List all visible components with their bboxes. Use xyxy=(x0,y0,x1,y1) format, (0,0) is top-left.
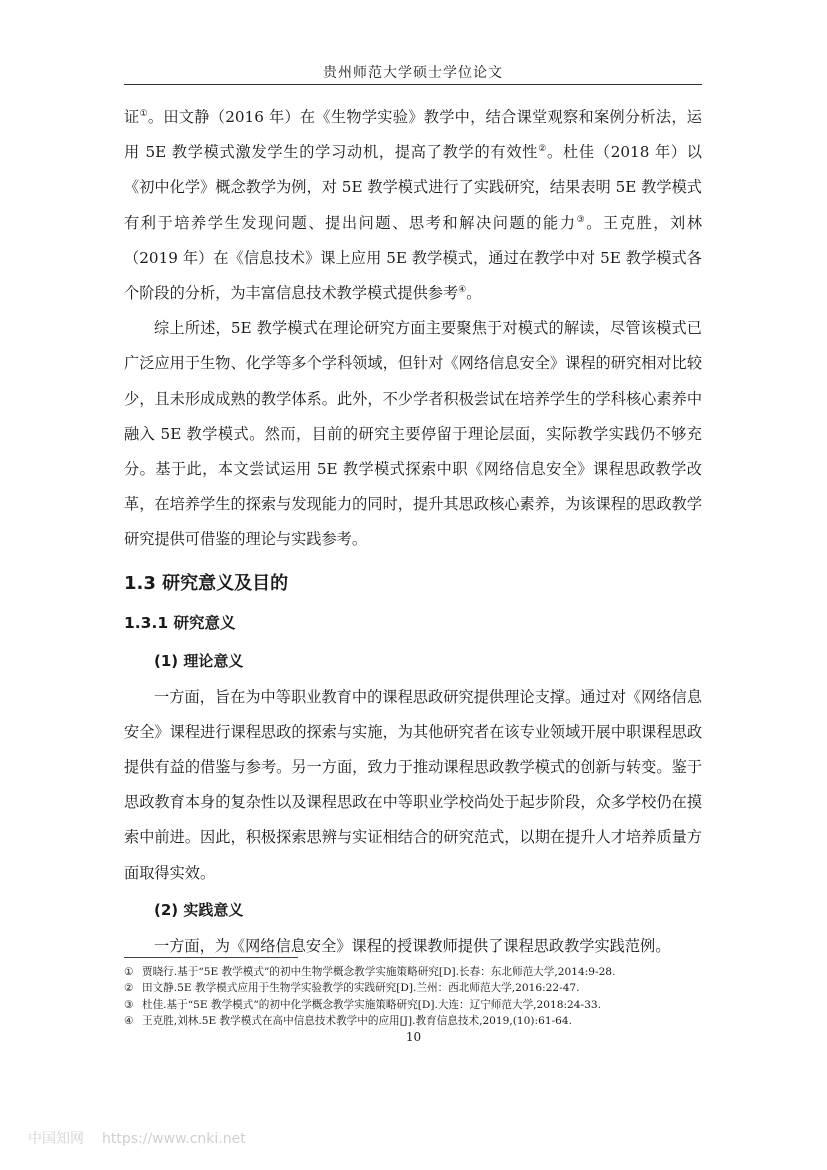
heading-practical-significance: (2) 实践意义 xyxy=(154,900,244,919)
subsection-heading-1-3-1: 1.3.1 研究意义 xyxy=(124,613,236,632)
paragraph-theoretical: 一方面，旨在为中等职业教育中的课程思政研究提供理论支撑。通过对《网络信息安全》课程进行课程思政的探索与实施，为其他研究者在该专业领域开展中职课程思政提供有益的借鉴与参考。另一方面，致力于推动课程思政教学模式的创新与转变。鉴于思政教育本身的复杂性以及课程思政在中等职业学校尚处于起步阶段，众多学校仍在摸索中前进。因此，积极探索思辨与实证相结合的研究范式，以期在提升人才培养质量方面取得实效。 xyxy=(124,687,702,882)
footnote-item xyxy=(124,997,724,1013)
text-run: 。王克胜，刘林（2019 年）在《信息技术》课上应用 5E 教学模式，通过在教学中对 5E 教学模式各个阶段的分析，为丰富信息技术教学模式提供参考 xyxy=(124,213,703,303)
watermark xyxy=(28,1128,246,1148)
footnotes xyxy=(124,964,724,1030)
watermark-url[interactable]: https://www.cnki.net xyxy=(102,1131,246,1147)
text-run: 。 xyxy=(466,284,482,303)
footnote-item xyxy=(124,1013,724,1029)
footnote-text: 贾晓行.基于“5E 教学模式”的初中生物学概念教学实施策略研究[D].长春：东北师范大学,2014:9-28. xyxy=(142,966,616,978)
paragraph-literature-cont xyxy=(124,100,702,311)
main-body xyxy=(124,100,702,964)
heading-theoretical-significance: (1) 理论意义 xyxy=(154,651,244,670)
text-run: 。杜佳（2018 年）以《初中化学》概念教学为例，对 5E 教学模式进行了实践研究，结果表明 5E 教学模式有利于培养学生发现问题、提出问题、思考和解决问题的能力 xyxy=(124,143,702,232)
footnote-text: 王克胜,刘林.5E 教学模式在高中信息技术教学中的应用[J].教育信息技术,2019,(10):61-64. xyxy=(142,1015,572,1028)
footnote-mark: ③ xyxy=(124,998,134,1011)
footnote-ref-1[interactable]: ① xyxy=(139,109,148,119)
header-divider xyxy=(124,84,702,85)
footnote-divider xyxy=(124,957,298,958)
text-run: 证 xyxy=(124,108,140,126)
footnote-item xyxy=(124,964,724,980)
footnote-mark: ④ xyxy=(124,1015,134,1028)
paragraph-practical: 一方面，为《网络信息安全》课程的授课教师提供了课程思政教学实践范例。 xyxy=(154,936,671,955)
watermark-brand: 中国知网 xyxy=(28,1131,84,1147)
footnote-text: 田文静.5E 教学模式应用于生物学实验教学的实践研究[D].兰州：西北师范大学,2016:22-47. xyxy=(142,982,580,995)
footnote-mark: ② xyxy=(124,982,134,995)
page-number: 10 xyxy=(405,1030,422,1044)
paragraph-summary: 综上所述，5E 教学模式在理论研究方面主要聚焦于对模式的解读，尽管该模式已广泛应用于生物、化学等多个学科领域，但针对《网络信息安全》课程的研究相对比较少，且未形成成熟的教学体系。此外，不少学者积极尝试在培养学生的学科核心素养中融入 5E 教学模式。然而，目前的研究主要停留于理论层面，实际教学实践仍不够充分。基于此，本文尝试运用 5E 教学模式探索中职《网络信息安全》课程思政教学改革，在培养学生的探索与发现能力的同时，提升其思政核心素养，为该课程的思政教学研究提供可借鉴的理论与实践参考。 xyxy=(124,319,702,549)
footnote-mark: ① xyxy=(124,966,134,978)
footnote-item xyxy=(124,980,724,996)
footnote-ref-3[interactable]: ③ xyxy=(576,214,587,225)
footnote-ref-2[interactable]: ② xyxy=(538,144,548,155)
running-header: 贵州师范大学硕士学位论文 xyxy=(323,65,503,81)
footnote-ref-4[interactable]: ④ xyxy=(458,285,467,296)
text-run: 。田文静（2016 年）在《生物学实验》教学中，结合课堂观察和案例分析法，运用 5E 教学模式激发学生的学习动机，提高了教学的有效性 xyxy=(124,108,702,162)
footnote-text: 杜佳.基于“5E 教学模式”的初中化学概念教学实施策略研究[D].大连：辽宁师范大学,2018:24-33. xyxy=(142,998,601,1011)
section-heading-1-3: 1.3 研究意义及目的 xyxy=(124,572,289,594)
